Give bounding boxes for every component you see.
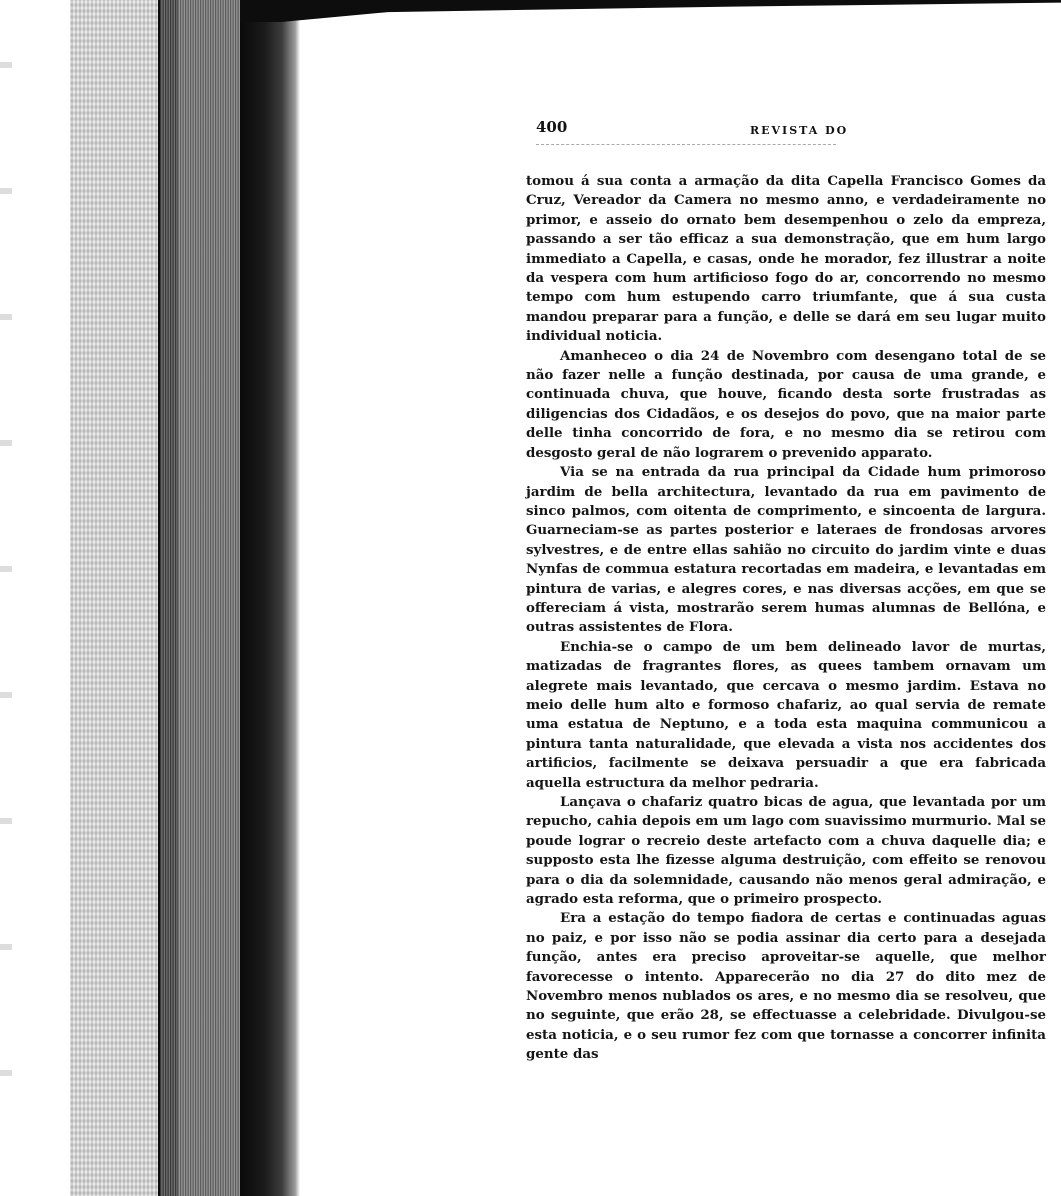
page-edge-marks (0, 0, 12, 1196)
paragraph: Via se na entrada da rua principal da Cidade hum primoroso jardim de bella architectura, levantado da rua em pavimento de sinco palmos, com oitenta de comprimento, e sincoenta de largura. Guarneciam-se as partes posterior e lateraes de frondosas arvores sylvestres, e de entre ellas sahião no circuito do jardim vinte e duas Nynfas de commua estatura recortadas em madeira, e levantadas em pintura de varias, e alegres cores, e nas diversas acções, em que se offereciam á vista, mostrarão serem humas alumnas de Bellóna, e outras assistentes de Flora. (526, 464, 1046, 636)
page-body (526, 172, 1046, 1065)
paragraph: Enchia-se o campo de um bem delineado lavor de murtas, matizadas de fragrantes flores, as quees tambem ornavam um alegrete mais levantado, que cercava o mesmo jardim. Estava no meio delle hum alto e formoso chafariz, ao qual servia de remate uma estatua de Neptuno, e a toda esta maquina communicou a pintura tanta naturalidade, que elevada a vista nos accidentes dos artificios, facilmente se deixava persuadir a que era fabricada aquella estructura da melhor pedraria. (526, 638, 1046, 791)
paragraph: Lançava o chafariz quatro bicas de agua, que levantada por um repucho, cahia depois em um lago com suavissimo murmurio. Mal se poude lograr o recreio deste artefacto com a chuva daquelle dia; e supposto esta lhe fizesse alguma destruição, com effeito se renovou para o dia da solemnidade, causando não menos geral admiração, e agrado esta reforma, que o primeiro prospecto. (526, 794, 1046, 908)
page-number: 400 (536, 118, 568, 136)
paragraph: Era a estação do tempo fiadora de certas e continuadas aguas no paiz, e por isso não se podia assinar dia certo para a desejada função, antes era preciso aproveitar-se aquelle, que melhor favorecesse o intento. Apparecerão no dia 27 do dito mez de Novembro menos nublados os ares, e no mesmo dia se resolveu, que no seguinte, que erão 28, se effectuasse a celebridade. Divulgou-se esta noticia, e o seu rumor fez com que tornasse a concorrer infinita gente das (526, 910, 1046, 1063)
facing-page-texture (70, 0, 162, 1196)
running-head: REVISTA DO (750, 124, 849, 137)
page-top-curl-shadow (240, 0, 1061, 22)
paragraph: Amanheceo o dia 24 de Novembro com desengano total de se não fazer nelle a função destinada, por causa de uma grande, e continuada chuva, que houve, ficando desta sorte frustradas as diligencias dos Cidadãos, e os desejos do povo, que na maior parte delle tinha concorrido de fora, e no mesmo dia se retirou com desgosto geral de não lograrem o prevenido apparato. (526, 347, 1046, 461)
paragraph: tomou á sua conta a armação da dita Capella Francisco Gomes da Cruz, Vereador da Camera no mesmo anno, e verdadeiramente no primor, e asseio do ornato bem desempenhou o zelo da empreza, passando a ser tão efficaz a sua demonstração, que em hum largo immediato a Capella, e casas, onde he morador, fez illustrar a noite da vespera com hum artificioso fogo do ar, concorrendo no mesmo tempo com hum estupendo carro triumfante, que á sua custa mandou preparar para a função, e delle se dará em seu lugar muito individual noticia. (526, 173, 1046, 345)
gutter-texture (160, 0, 245, 1196)
header-rule (536, 144, 836, 145)
page-header (520, 110, 1050, 140)
right-page (520, 110, 1050, 1063)
book-gutter (240, 0, 300, 1196)
